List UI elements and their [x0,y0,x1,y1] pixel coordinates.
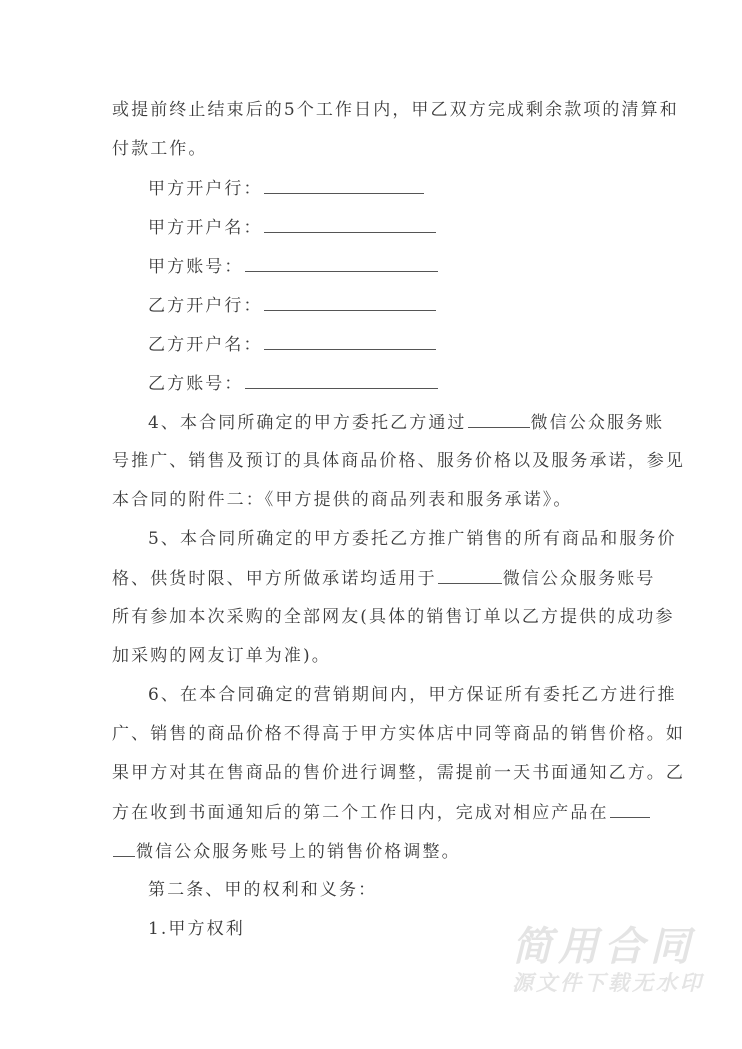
text-span: 格、供货时限、甲方所做承诺均适用于 [112,569,437,589]
paragraph-line: 广、销售的商品价格不得高于甲方实体店中同等商品的销售价格。如 [112,724,685,744]
field-label: 甲方开户名： [148,218,263,238]
paragraph-line [112,840,461,863]
fill-blank[interactable] [438,567,502,584]
paragraph-line: 加采购的网友订单为准)。 [112,646,331,666]
bank-field-row [148,372,439,395]
watermark-subtitle: 源文件下载无水印 [512,971,704,995]
bank-field-row [148,177,425,200]
text-span: 方在收到书面通知后的第二个工作日内，完成对相应产品在 [112,803,609,823]
fill-blank[interactable] [468,411,530,428]
paragraph-line [148,411,664,434]
fill-blank[interactable] [264,177,424,194]
watermark-title: 简用合同 [512,924,696,970]
paragraph-line: 付款工作。 [112,139,208,159]
text-span: 微信公众服务账号 [502,569,656,589]
text-span: 4、本合同所确定的甲方委托乙方通过 [148,413,467,433]
field-label: 甲方账号： [148,257,244,277]
paragraph-line [112,567,656,590]
paragraph-line: 号推广、销售及预订的具体商品价格、服务价格以及服务承诺，参见 [112,451,685,471]
fill-blank[interactable] [113,840,135,857]
paragraph-line: 所有参加本次采购的全部网友(具体的销售订单以乙方提供的成功参 [112,607,675,627]
paragraph-line: 果甲方对其在售商品的售价进行调整，需提前一天书面通知乙方。乙 [112,763,685,783]
bank-field-row [148,333,437,356]
text-span: 微信公众服务账号上的销售价格调整。 [136,842,461,862]
bank-field-row [148,216,437,239]
text-span: 微信公众服务账 [530,413,665,433]
field-label: 甲方开户行： [148,179,263,199]
field-label: 乙方开户行： [148,296,263,316]
fill-blank[interactable] [264,294,436,311]
fill-blank[interactable] [264,333,436,350]
paragraph-line: 或提前终止结束后的5个工作日内，甲乙双方完成剩余款项的清算和 [112,100,679,120]
list-item-heading: 1.甲方权利 [148,919,245,939]
paragraph-line: 5、本合同所确定的甲方委托乙方推广销售的所有商品和服务价 [148,529,677,549]
paragraph-line: 6、在本合同确定的营销期间内，甲方保证所有委托乙方进行推 [148,685,677,705]
paragraph-line: 本合同的附件二：《甲方提供的商品列表和服务承诺》。 [112,490,573,510]
fill-blank[interactable] [610,801,650,818]
fill-blank[interactable] [245,372,438,389]
bank-field-row [148,294,437,317]
fill-blank[interactable] [245,255,438,272]
bank-field-row [148,255,439,278]
field-label: 乙方账号： [148,374,244,394]
fill-blank[interactable] [264,216,436,233]
field-label: 乙方开户名： [148,335,263,355]
paragraph-line [112,801,651,824]
section-heading: 第二条、甲的权利和义务： [148,880,378,900]
